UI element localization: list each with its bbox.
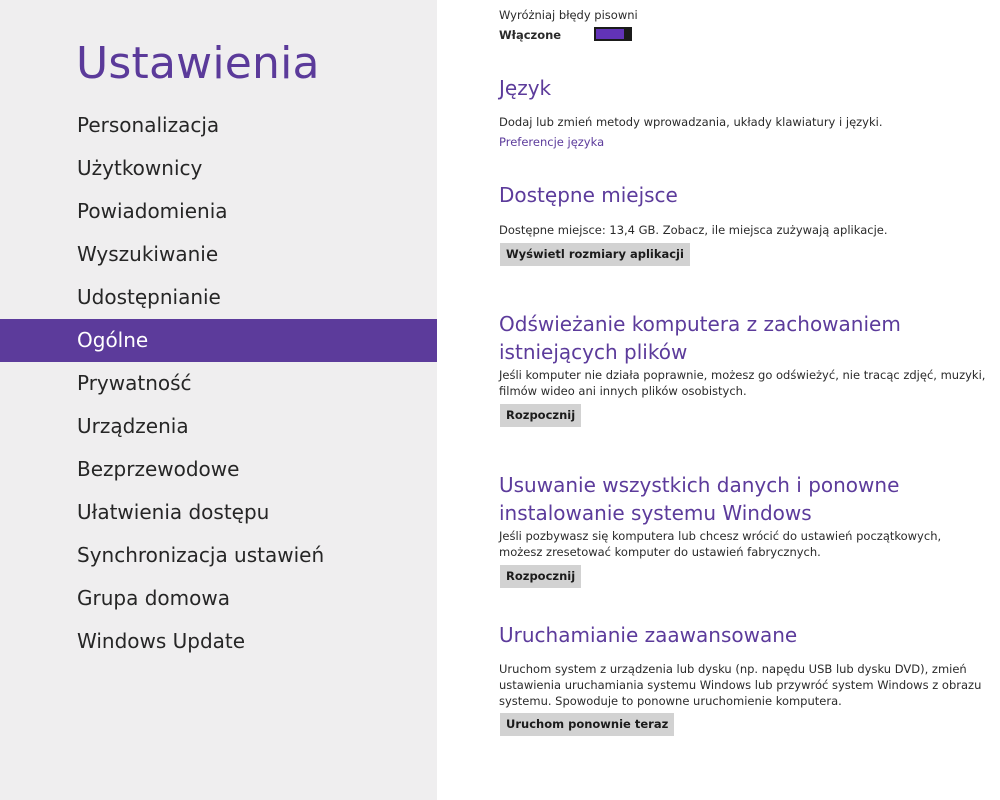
nav-item-uzytkownicy[interactable]: Użytkownicy (77, 156, 203, 180)
advanced-startup-section-title: Uruchamianie zaawansowane (499, 623, 798, 647)
nav-item-wyszukiwanie[interactable]: Wyszukiwanie (77, 242, 219, 266)
reset-section-title-line2: instalowanie systemu Windows (499, 501, 812, 525)
sidebar-nav (0, 104, 437, 663)
nav-item-urzadzenia[interactable]: Urządzenia (77, 414, 189, 438)
storage-section-title: Dostępne miejsce (499, 183, 678, 207)
refresh-section-title-line2: istniejących plików (499, 340, 688, 364)
reset-description-line1: Jeśli pozbywasz się komputera lub chcesz wrócić do ustawień początkowych, (499, 529, 942, 543)
storage-description: Dostępne miejsce: 13,4 GB. Zobacz, ile miejsca zużywają aplikacje. (499, 223, 888, 237)
nav-item-powiadomienia[interactable]: Powiadomienia (77, 199, 228, 223)
refresh-start-button[interactable]: Rozpocznij (500, 404, 581, 427)
refresh-description-line2: filmów wideo ani innych plików osobistych. (499, 384, 747, 398)
sidebar (0, 0, 437, 800)
refresh-section-title-line1: Odświeżanie komputera z zachowaniem (499, 312, 901, 336)
spellcheck-state-label: Włączone (499, 28, 562, 42)
restart-now-button[interactable]: Uruchom ponownie teraz (500, 713, 674, 736)
nav-item-ulatwienia-dostepu[interactable]: Ułatwienia dostępu (77, 500, 270, 524)
advanced-description-line2: ustawienia uruchamiania systemu Windows lub przywróć system Windows z obrazu (499, 678, 982, 692)
reset-section-title-line1: Usuwanie wszystkich danych i ponowne (499, 473, 900, 497)
reset-description-line2: możesz zresetować komputer do ustawień fabrycznych. (499, 545, 821, 559)
toggle-thumb (624, 27, 632, 41)
reset-start-button[interactable]: Rozpocznij (500, 565, 581, 588)
app-title: Ustawienia (76, 38, 320, 89)
nav-item-synchronizacja-ustawien[interactable]: Synchronizacja ustawień (77, 543, 325, 567)
language-description: Dodaj lub zmień metody wprowadzania, układy klawiatury i języki. (499, 115, 883, 129)
advanced-description-line3: systemu. Spowoduje to ponowne uruchomienie komputera. (499, 694, 842, 708)
spellcheck-toggle[interactable] (594, 27, 632, 41)
spellcheck-label: Wyróżniaj błędy pisowni (499, 8, 638, 22)
nav-item-grupa-domowa[interactable]: Grupa domowa (77, 586, 230, 610)
view-app-sizes-button[interactable]: Wyświetl rozmiary aplikacji (500, 243, 690, 266)
nav-item-ogolne[interactable]: Ogólne (0, 319, 437, 362)
language-section-title: Język (499, 76, 552, 100)
nav-item-personalizacja[interactable]: Personalizacja (77, 113, 220, 137)
advanced-description-line1: Uruchom system z urządzenia lub dysku (np. napędu USB lub dysku DVD), zmień (499, 662, 967, 676)
nav-item-bezprzewodowe[interactable]: Bezprzewodowe (77, 457, 240, 481)
nav-item-udostepnianie[interactable]: Udostępnianie (77, 285, 221, 309)
refresh-description-line1: Jeśli komputer nie działa poprawnie, możesz go odświeżyć, nie tracąc zdjęć, muzyki, (499, 368, 986, 382)
language-preferences-link[interactable]: Preferencje języka (499, 135, 605, 149)
nav-item-windows-update[interactable]: Windows Update (77, 629, 246, 653)
nav-item-prywatnosc[interactable]: Prywatność (77, 371, 192, 395)
toggle-fill (596, 29, 624, 39)
